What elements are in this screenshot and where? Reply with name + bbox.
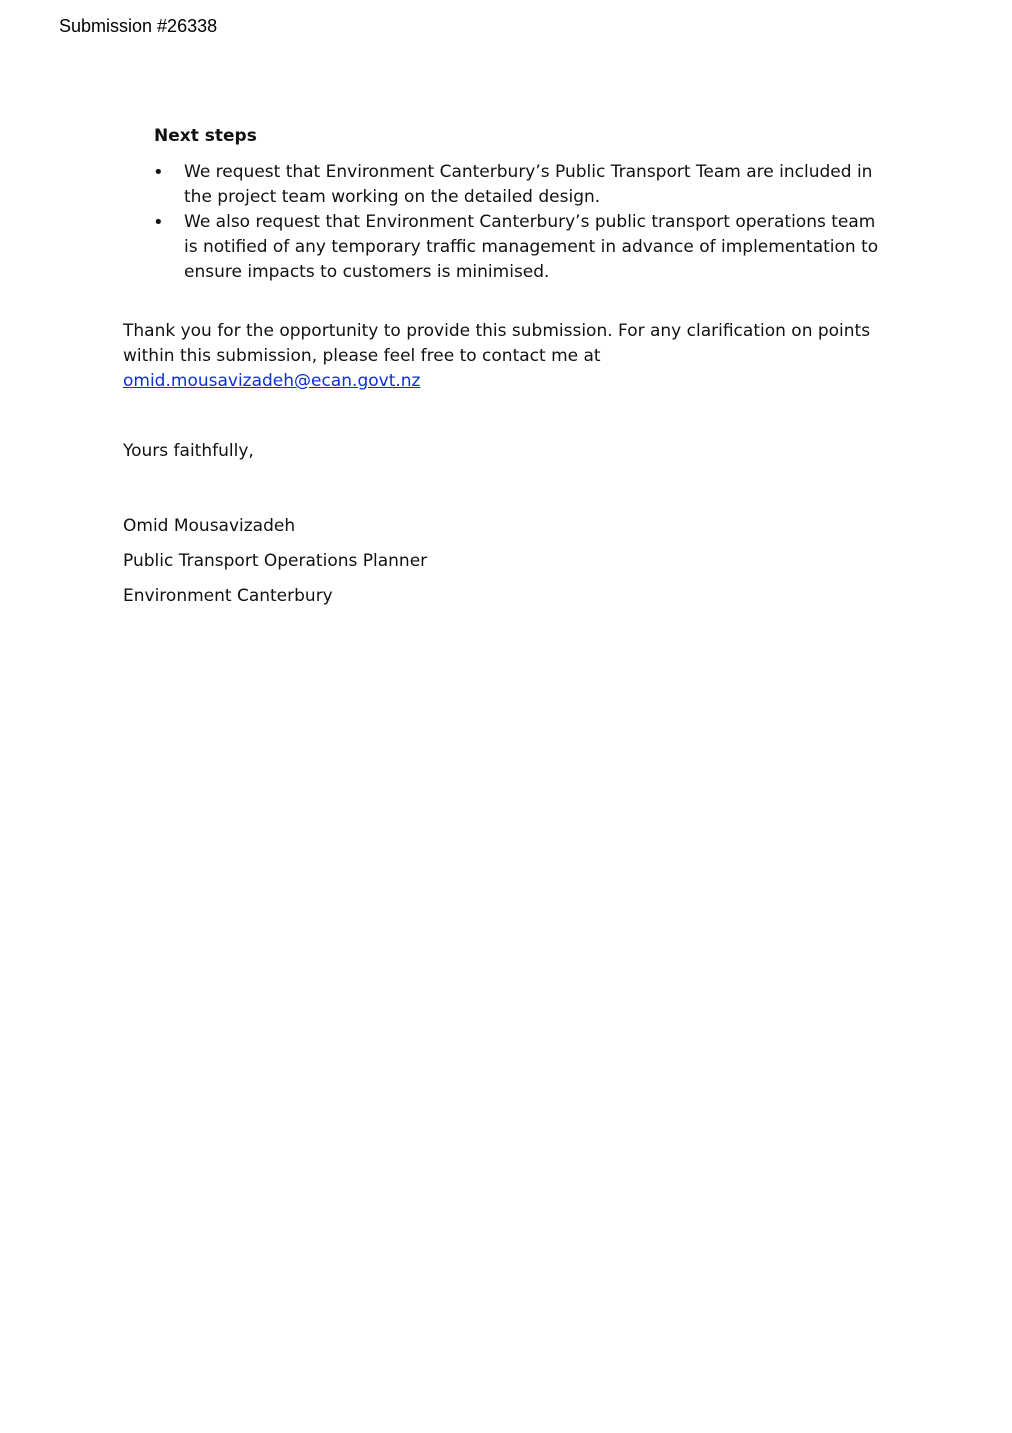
email-link[interactable]: omid.mousavizadeh@ecan.govt.nz xyxy=(123,371,421,391)
list-item-text: We also request that Environment Canterbury’s public transport operations team is notified of any temporary traffic management in advance of implementation to ensure impacts to customers is minimised. xyxy=(184,212,879,282)
signatory-organization: Environment Canterbury xyxy=(123,586,333,606)
list-item-text: We request that Environment Canterbury’s Public Transport Team are included in the project team working on the detailed design. xyxy=(184,162,873,207)
signatory-title: Public Transport Operations Planner xyxy=(123,551,428,571)
bullet-icon: • xyxy=(153,212,164,233)
list-item xyxy=(153,210,903,285)
thanks-text: Thank you for the opportunity to provide this submission. For any clarification on points within this submission, please feel free to contact me at xyxy=(123,321,871,366)
list-item xyxy=(153,160,903,210)
closing-salutation: Yours faithfully, xyxy=(123,441,254,461)
thanks-paragraph xyxy=(123,319,883,394)
signature-block xyxy=(123,509,903,614)
bullet-icon: • xyxy=(153,162,164,183)
next-steps-list xyxy=(123,160,903,285)
document-body xyxy=(123,124,903,614)
next-steps-heading: Next steps xyxy=(154,126,257,146)
signatory-name: Omid Mousavizadeh xyxy=(123,516,296,536)
submission-id: Submission #26338 xyxy=(59,16,218,36)
